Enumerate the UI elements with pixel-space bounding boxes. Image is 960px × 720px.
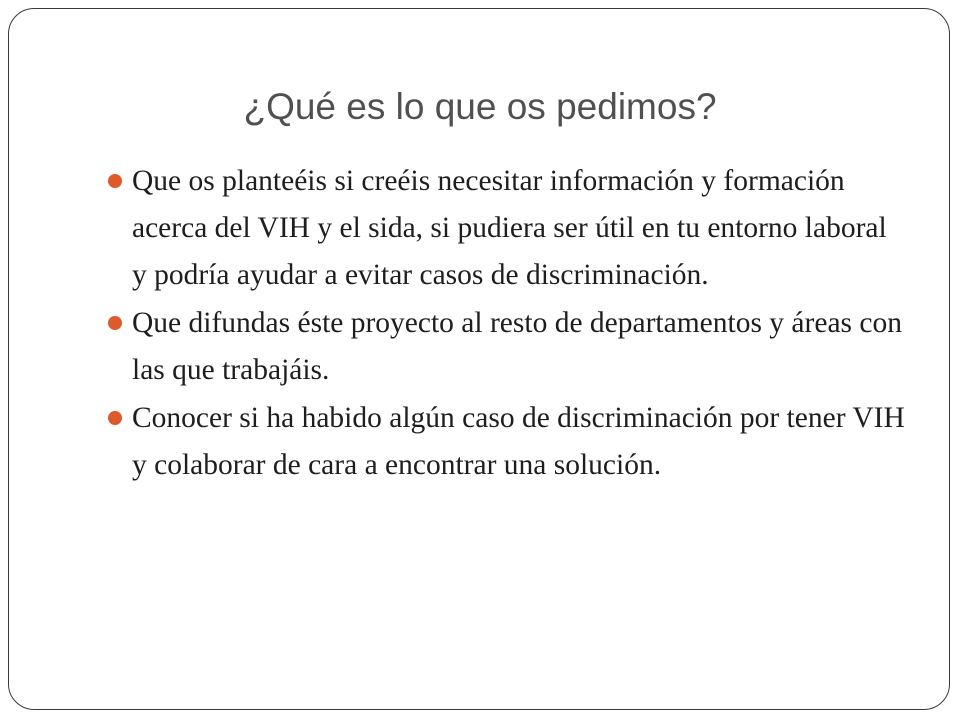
bullet-dot-icon — [108, 174, 122, 188]
bullet-dot-icon — [108, 316, 122, 330]
bullet-list — [105, 158, 905, 489]
bullet-dot-icon — [108, 411, 122, 425]
slide-title: ¿Qué es lo que os pedimos? — [243, 86, 717, 127]
bullet-text: Que os planteéis si creéis necesitar información y formación acerca del VIH y el sida, si pudiera ser útil en tu entorno laboral y podría ayudar a evitar casos de discriminación. — [132, 165, 887, 291]
bullet-text: Que difundas éste proyecto al resto de departamentos y áreas con las que trabajáis. — [132, 307, 902, 386]
bullet-text: Conocer si ha habido algún caso de discriminación por tener VIH y colaborar de cara a encontrar una solución. — [132, 402, 905, 481]
bullet-item — [105, 300, 905, 394]
bullet-item — [105, 395, 905, 489]
bullet-item — [105, 158, 905, 299]
